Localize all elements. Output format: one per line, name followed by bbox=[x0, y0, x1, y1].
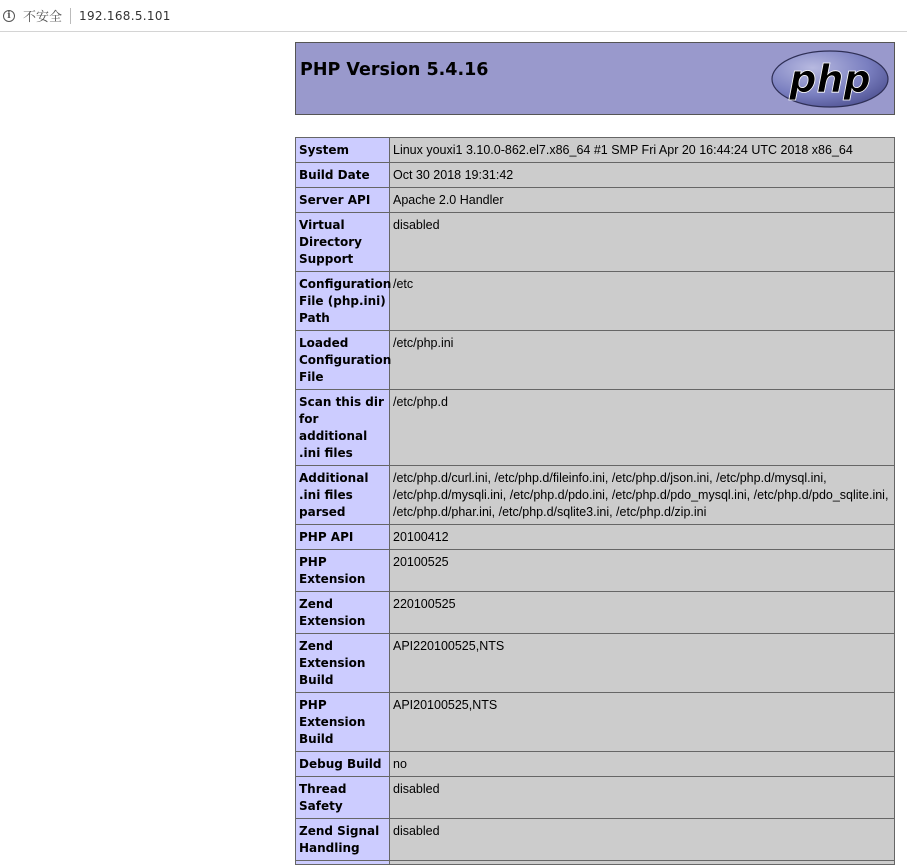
row-label: Debug Build bbox=[296, 752, 390, 777]
row-label: Thread Safety bbox=[296, 777, 390, 819]
table-row bbox=[296, 819, 895, 861]
row-label: Build Date bbox=[296, 163, 390, 188]
row-value: 20100412 bbox=[390, 525, 895, 550]
row-value: 20100525 bbox=[390, 550, 895, 592]
row-value: /etc/php.d/curl.ini, /etc/php.d/fileinfo.ini, /etc/php.d/json.ini, /etc/php.d/mysql.ini, /etc/php.d/mysqli.ini, /etc/php.d/pdo.ini, /etc/php.d/pdo_mysql.ini, /etc/php.d/pdo_sqlite.ini, /etc/php.d/phar.ini, /etc/php.d/sqlite3.ini, /etc/php.d/zip.ini bbox=[390, 466, 895, 525]
table-row bbox=[296, 331, 895, 390]
table-row bbox=[296, 390, 895, 466]
row-label: Loaded Configuration File bbox=[296, 331, 390, 390]
info-icon[interactable]: i bbox=[3, 10, 15, 22]
info-table bbox=[295, 137, 895, 865]
row-value: /etc/php.d bbox=[390, 390, 895, 466]
row-label: PHP API bbox=[296, 525, 390, 550]
row-label: System bbox=[296, 138, 390, 163]
phpinfo-page bbox=[295, 42, 895, 865]
row-label: Configuration File (php.ini) Path bbox=[296, 272, 390, 331]
table-row bbox=[296, 138, 895, 163]
row-label: Scan this dir for additional .ini files bbox=[296, 390, 390, 466]
row-label: Additional .ini files parsed bbox=[296, 466, 390, 525]
table-row bbox=[296, 752, 895, 777]
row-value: API220100525,NTS bbox=[390, 634, 895, 693]
url-text[interactable]: 192.168.5.101 bbox=[79, 8, 171, 23]
logo-text: php bbox=[789, 57, 871, 101]
row-value: Linux youxi1 3.10.0-862.el7.x86_64 #1 SMP Fri Apr 20 16:44:24 UTC 2018 x86_64 bbox=[390, 138, 895, 163]
row-label: Virtual Directory Support bbox=[296, 213, 390, 272]
row-value bbox=[390, 861, 895, 865]
table-row bbox=[296, 777, 895, 819]
row-label: Zend Signal Handling bbox=[296, 819, 390, 861]
table-row bbox=[296, 163, 895, 188]
table-row bbox=[296, 213, 895, 272]
table-row bbox=[296, 525, 895, 550]
row-value: disabled bbox=[390, 777, 895, 819]
security-label[interactable]: 不安全 bbox=[23, 10, 63, 25]
address-bar[interactable] bbox=[0, 0, 907, 32]
row-value: Apache 2.0 Handler bbox=[390, 188, 895, 213]
row-label: PHP Extension bbox=[296, 550, 390, 592]
row-label bbox=[296, 861, 390, 865]
row-value: disabled bbox=[390, 213, 895, 272]
divider bbox=[70, 8, 71, 24]
table-row bbox=[296, 188, 895, 213]
php-header bbox=[295, 42, 895, 115]
row-label: PHP Extension Build bbox=[296, 693, 390, 752]
row-value: /etc/php.ini bbox=[390, 331, 895, 390]
table-row bbox=[296, 272, 895, 331]
row-value: disabled bbox=[390, 819, 895, 861]
row-value: API20100525,NTS bbox=[390, 693, 895, 752]
row-value: /etc bbox=[390, 272, 895, 331]
row-label: Zend Extension Build bbox=[296, 634, 390, 693]
row-value: Oct 30 2018 19:31:42 bbox=[390, 163, 895, 188]
table-row bbox=[296, 466, 895, 525]
table-row bbox=[296, 693, 895, 752]
table-row bbox=[296, 550, 895, 592]
table-row bbox=[296, 634, 895, 693]
row-value: no bbox=[390, 752, 895, 777]
row-value: 220100525 bbox=[390, 592, 895, 634]
table-row bbox=[296, 592, 895, 634]
row-label: Zend Extension bbox=[296, 592, 390, 634]
page-title: PHP Version 5.4.16 bbox=[300, 60, 489, 80]
php-logo-icon[interactable] bbox=[770, 49, 890, 109]
table-row bbox=[296, 861, 895, 865]
row-label: Server API bbox=[296, 188, 390, 213]
